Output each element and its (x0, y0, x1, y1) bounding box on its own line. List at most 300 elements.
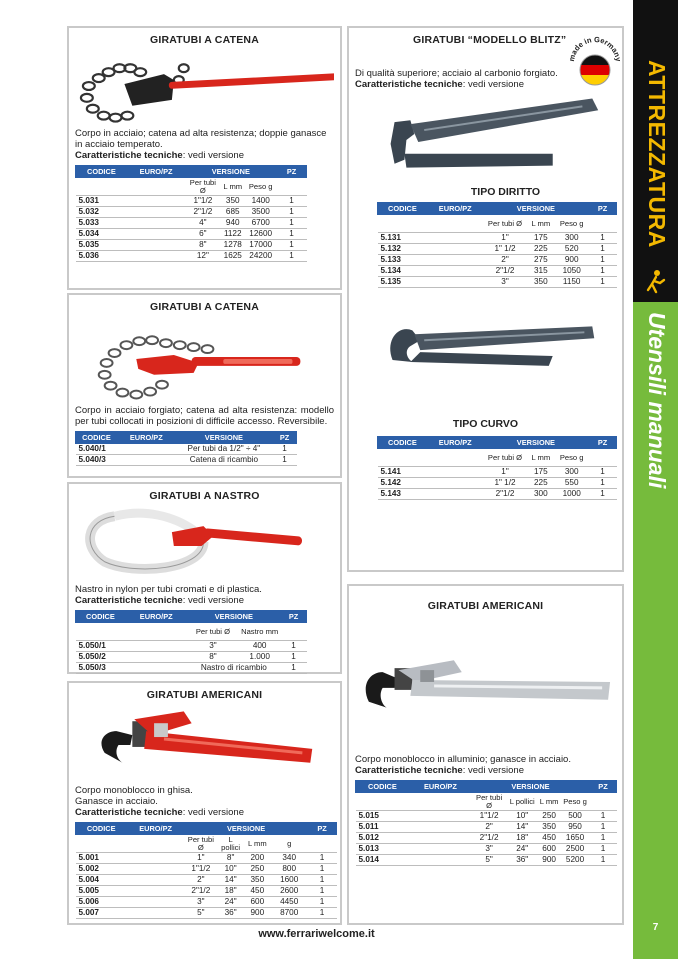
header-code: CODICE (76, 611, 126, 623)
cell-code: 5.131 (378, 233, 428, 244)
header-price: EURO/PZ (117, 432, 175, 444)
cell-value: 900 (555, 255, 589, 266)
cell-pz: 1 (308, 886, 337, 897)
cell-pz: 1 (590, 811, 617, 822)
table-row (378, 244, 617, 255)
badge-text: made in Germany (566, 34, 623, 63)
table-row (356, 844, 617, 855)
cell-value: 8700 (271, 908, 308, 919)
cell-value: 10" (507, 811, 538, 822)
header-version: VERSIONE (483, 203, 588, 215)
cell-value: 520 (555, 244, 589, 255)
table-row (76, 455, 297, 466)
header-code: CODICE (76, 823, 127, 835)
subheader-cell: Peso g (555, 449, 589, 467)
subheader-cell: L mm (244, 835, 271, 853)
section-strap-wrench (67, 482, 342, 674)
cell-value: 24200 (245, 251, 277, 262)
cell-price (127, 240, 185, 251)
header-pz: PZ (273, 432, 297, 444)
cell-value: 10" (217, 864, 244, 875)
cell-pz: 1 (589, 244, 617, 255)
cell-value: 2"1/2 (483, 266, 527, 277)
subheader-cell: L mm (527, 215, 555, 233)
cell-value: 300 (555, 467, 589, 478)
table-subheader (76, 835, 337, 853)
table-row (76, 229, 307, 240)
spec-label: Caratteristiche tecniche (75, 807, 183, 818)
table-header (378, 203, 617, 215)
cell-pz: 1 (277, 229, 307, 240)
section-description: Corpo in acciaio forgiato; catena ad alta resistenza: modello per tubi collocati in posizioni di difficile accesso. Reversibile. (75, 405, 334, 427)
chain-wrench-image (75, 46, 334, 124)
cell-pz: 1 (589, 277, 617, 288)
cell-code: 5.033 (76, 218, 128, 229)
cell-value: 450 (538, 833, 561, 844)
cell-value: Catena di ricambio (175, 455, 272, 466)
table-row (76, 218, 307, 229)
subheader-cell: Per tubi Ø (483, 215, 527, 233)
cell-value: 175 (527, 467, 555, 478)
header-price: EURO/PZ (125, 611, 187, 623)
cell-price (125, 641, 187, 652)
spec-table (75, 431, 297, 466)
header-price: EURO/PZ (427, 437, 483, 449)
header-version: VERSIONE (483, 437, 588, 449)
subheader-cell: Nastro mm (239, 623, 281, 641)
cell-price (117, 444, 175, 455)
spec-table (75, 822, 337, 919)
cell-price (127, 251, 185, 262)
subheader-cell: L mm (221, 178, 245, 196)
cell-value: 2" (483, 255, 527, 266)
cell-price (125, 652, 187, 663)
cell-price (127, 908, 185, 919)
cell-price (127, 196, 185, 207)
table-row (76, 196, 307, 207)
subheader-cell: Peso g (245, 178, 277, 196)
cell-pz: 1 (308, 897, 337, 908)
worker-icon (642, 268, 668, 294)
table-subheader (356, 793, 617, 811)
cell-value: 1"1/2 (184, 864, 217, 875)
description-text: Corpo in acciaio; catena ad alta resistenza; doppie ganasce in acciaio temperato. (75, 128, 327, 150)
cell-value: 1650 (561, 833, 590, 844)
cell-value: 8" (185, 240, 221, 251)
cell-code: 5.132 (378, 244, 428, 255)
table-row (378, 489, 617, 500)
cell-code: 5.006 (76, 897, 127, 908)
header-price: EURO/PZ (409, 781, 471, 793)
cell-value: 14" (217, 875, 244, 886)
section-description (75, 584, 334, 606)
cell-code: 5.050/2 (76, 652, 126, 663)
cell-code: 5.001 (76, 853, 127, 864)
spec-table (355, 780, 617, 866)
cell-code: 5.035 (76, 240, 128, 251)
cell-value: 1050 (555, 266, 589, 277)
cell-value: 4450 (271, 897, 308, 908)
cell-value: 350 (527, 277, 555, 288)
strap-wrench-image (75, 502, 334, 580)
table-row (76, 853, 337, 864)
cell-pz: 1 (277, 218, 307, 229)
cell-value: 800 (271, 864, 308, 875)
spec-label: Caratteristiche tecniche (355, 79, 463, 90)
cell-value: 340 (271, 853, 308, 864)
made-in-germany-badge (566, 34, 624, 92)
american-wrench-red-image (75, 701, 334, 781)
straight-type-title: TIPO DIRITTO (470, 186, 541, 198)
cell-pz: 1 (589, 467, 617, 478)
header-price: EURO/PZ (427, 203, 483, 215)
table-row (76, 652, 307, 663)
cell-value: 1600 (271, 875, 308, 886)
cell-code: 5.135 (378, 277, 428, 288)
cell-pz: 1 (308, 875, 337, 886)
section-title: GIRATUBI A CATENA (150, 301, 259, 313)
table-row (378, 478, 617, 489)
cell-value: 36" (507, 855, 538, 866)
table-header (356, 781, 617, 793)
description-text: Nastro in nylon per tubi cromati e di plastica. (75, 584, 262, 595)
cell-value: 350 (244, 875, 271, 886)
cell-code: 5.011 (356, 822, 410, 833)
spec-value: : vedi versione (182, 150, 244, 161)
table-row (76, 875, 337, 886)
section-description (75, 128, 334, 161)
cell-value: 450 (244, 886, 271, 897)
table-row (76, 663, 307, 674)
spec-table (75, 610, 307, 674)
header-price: EURO/PZ (127, 823, 185, 835)
subheader-cell: Per tubi Ø (185, 178, 221, 196)
header-code: CODICE (76, 166, 128, 178)
cell-value: 900 (244, 908, 271, 919)
subheader-cell: Per tubi Ø (483, 449, 527, 467)
table-row (378, 277, 617, 288)
cell-pz: 1 (273, 455, 297, 466)
cell-price (127, 886, 185, 897)
cell-pz: 1 (589, 255, 617, 266)
table-header (76, 166, 307, 178)
cell-value: 1" 1/2 (483, 244, 527, 255)
cell-value: 1400 (245, 196, 277, 207)
cell-code: 5.032 (76, 207, 128, 218)
table-row (378, 266, 617, 277)
cell-value: 1278 (221, 240, 245, 251)
cell-code: 5.133 (378, 255, 428, 266)
subheader-cell: Per tubi Ø (187, 623, 239, 641)
cell-code: 5.012 (356, 833, 410, 844)
subheader-cell: L pollici (507, 793, 538, 811)
cell-price (427, 255, 483, 266)
cell-code: 5.031 (76, 196, 128, 207)
cell-price (427, 489, 483, 500)
cell-price (427, 244, 483, 255)
spec-value: : vedi versione (462, 765, 524, 776)
cell-pz: 1 (589, 489, 617, 500)
cell-value: 1"1/2 (185, 196, 221, 207)
section-title: GIRATUBI “MODELLO BLITZ” (413, 34, 567, 46)
cell-value: 500 (561, 811, 590, 822)
table-row (76, 444, 297, 455)
cell-code: 5.014 (356, 855, 410, 866)
subheader-cell: L mm (538, 793, 561, 811)
cell-code: 5.004 (76, 875, 127, 886)
blitz-straight-wrench-image (355, 94, 616, 180)
cell-code: 5.050/1 (76, 641, 126, 652)
section-description (355, 754, 616, 776)
cell-price (409, 811, 471, 822)
cell-value: 17000 (245, 240, 277, 251)
cell-price (409, 844, 471, 855)
cell-version: Nastro di ricambio (187, 663, 280, 674)
cell-pz: 1 (589, 478, 617, 489)
cell-value: 8" (217, 853, 244, 864)
table-header (76, 432, 297, 444)
cell-value: 1"1/2 (471, 811, 506, 822)
table-header (76, 823, 337, 835)
cell-code: 5.040/1 (76, 444, 118, 455)
cell-value: 1" (483, 233, 527, 244)
cell-value: 950 (561, 822, 590, 833)
cell-value: 2"1/2 (184, 886, 217, 897)
section-title: GIRATUBI A CATENA (150, 34, 259, 46)
subheader-cell: L pollici (217, 835, 244, 853)
subheader-cell: L mm (527, 449, 555, 467)
section-title: GIRATUBI A NASTRO (149, 490, 260, 502)
american-wrench-aluminium-image (355, 620, 616, 740)
header-pz: PZ (589, 437, 617, 449)
description-text: Di qualità superiore; acciaio al carbonio forgiato. (355, 68, 558, 79)
header-price: EURO/PZ (127, 166, 185, 178)
cell-code: 5.142 (378, 478, 428, 489)
subheader-cell: Peso g (561, 793, 590, 811)
cell-pz: 1 (590, 822, 617, 833)
header-version: VERSIONE (184, 823, 307, 835)
blitz-curved-wrench-image (355, 300, 616, 418)
header-version: VERSIONE (471, 781, 589, 793)
cell-value: 24" (217, 897, 244, 908)
sidebar-subcategory: Utensili manuali (644, 312, 670, 489)
cell-pz: 1 (308, 853, 337, 864)
cell-value: 300 (527, 489, 555, 500)
cell-value: 225 (527, 478, 555, 489)
section-title: GIRATUBI AMERICANI (427, 600, 544, 612)
cell-price (127, 864, 185, 875)
chain-wrench-forged-image (75, 313, 334, 401)
cell-pz: 1 (589, 266, 617, 277)
cell-value: 1" (184, 853, 217, 864)
cell-pz: 1 (308, 908, 337, 919)
cell-price (117, 455, 175, 466)
cell-value: 350 (221, 196, 245, 207)
cell-price (427, 277, 483, 288)
cell-price (127, 218, 185, 229)
cell-code: 5.005 (76, 886, 127, 897)
table-row (76, 908, 337, 919)
spec-label: Caratteristiche tecniche (75, 150, 183, 161)
cell-value: 315 (527, 266, 555, 277)
cell-value: 36" (217, 908, 244, 919)
cell-value: 3" (184, 897, 217, 908)
header-pz: PZ (590, 781, 617, 793)
category-sidebar (633, 0, 678, 959)
cell-pz: 1 (281, 652, 307, 663)
page-number: 7 (652, 922, 659, 933)
cell-value: 12" (185, 251, 221, 262)
cell-value: 24" (507, 844, 538, 855)
cell-value: 400 (239, 641, 281, 652)
section-chain-wrench-2 (67, 293, 342, 478)
section-chain-wrench-1 (67, 26, 342, 290)
spec-value: : vedi versione (182, 595, 244, 606)
cell-price (427, 467, 483, 478)
cell-value: 2" (471, 822, 506, 833)
cell-value: 1625 (221, 251, 245, 262)
cell-value: 685 (221, 207, 245, 218)
table-row (378, 233, 617, 244)
table-row (76, 897, 337, 908)
cell-value: 1" (483, 467, 527, 478)
header-version: VERSIONE (175, 432, 272, 444)
cell-pz: 1 (590, 833, 617, 844)
cell-value: Per tubi da 1/2" ÷ 4" (175, 444, 272, 455)
cell-pz: 1 (277, 207, 307, 218)
cell-value: 12600 (245, 229, 277, 240)
header-pz: PZ (308, 823, 337, 835)
header-pz: PZ (281, 611, 307, 623)
table-subheader (76, 623, 307, 641)
cell-price (409, 822, 471, 833)
cell-value: 550 (555, 478, 589, 489)
cell-pz: 1 (281, 641, 307, 652)
cell-pz: 1 (281, 663, 307, 674)
cell-value: 200 (244, 853, 271, 864)
cell-code: 5.002 (76, 864, 127, 875)
cell-value: 3500 (245, 207, 277, 218)
header-code: CODICE (76, 432, 118, 444)
footer-url[interactable]: www.ferrariwelcome.it (258, 928, 375, 940)
cell-code: 5.007 (76, 908, 127, 919)
cell-value: 250 (244, 864, 271, 875)
cell-price (127, 229, 185, 240)
cell-code: 5.015 (356, 811, 410, 822)
cell-value: 275 (527, 255, 555, 266)
cell-code: 5.134 (378, 266, 428, 277)
table-row (356, 855, 617, 866)
cell-value: 5" (184, 908, 217, 919)
curved-type-title: TIPO CURVO (452, 418, 519, 430)
description-line-1: Corpo monoblocco in ghisa. (75, 785, 193, 796)
cell-value: 350 (538, 822, 561, 833)
cell-value: 2"1/2 (185, 207, 221, 218)
subheader-cell: Per tubi Ø (184, 835, 217, 853)
header-version: VERSIONE (185, 166, 277, 178)
header-version: VERSIONE (187, 611, 280, 623)
cell-value: 1.000 (239, 652, 281, 663)
description-line-2: Ganasce in acciaio. (75, 796, 158, 807)
cell-value: 5" (471, 855, 506, 866)
cell-value: 900 (538, 855, 561, 866)
spec-table (75, 165, 307, 262)
cell-value: 225 (527, 244, 555, 255)
cell-value: 3" (483, 277, 527, 288)
cell-pz: 1 (277, 251, 307, 262)
cell-value: 2" (184, 875, 217, 886)
cell-value: 2600 (271, 886, 308, 897)
cell-code: 5.040/3 (76, 455, 118, 466)
cell-value: 8" (187, 652, 239, 663)
spec-table-straight (377, 202, 617, 288)
cell-value: 3" (187, 641, 239, 652)
cell-value: 2500 (561, 844, 590, 855)
cell-pz: 1 (590, 855, 617, 866)
section-description (75, 785, 334, 818)
cell-value: 18" (507, 833, 538, 844)
cell-code: 5.013 (356, 844, 410, 855)
table-row (76, 251, 307, 262)
cell-value: 940 (221, 218, 245, 229)
table-row (378, 467, 617, 478)
cell-price (125, 663, 187, 674)
cell-pz: 1 (277, 196, 307, 207)
spec-label: Caratteristiche tecniche (75, 595, 183, 606)
cell-code: 5.050/3 (76, 663, 126, 674)
section-blitz-wrench (347, 26, 624, 572)
cell-pz: 1 (589, 233, 617, 244)
cell-value: 600 (244, 897, 271, 908)
cell-code: 5.141 (378, 467, 428, 478)
spec-value: : vedi versione (462, 79, 524, 90)
cell-value: 600 (538, 844, 561, 855)
spec-table-curved (377, 436, 617, 500)
cell-value: 2"1/2 (483, 489, 527, 500)
table-row (76, 641, 307, 652)
cell-code: 5.034 (76, 229, 128, 240)
header-pz: PZ (277, 166, 307, 178)
sidebar-category: ATTREZZATURA (644, 60, 670, 248)
table-subheader (378, 215, 617, 233)
cell-value: 175 (527, 233, 555, 244)
header-pz: PZ (589, 203, 617, 215)
table-row (76, 207, 307, 218)
table-row (378, 255, 617, 266)
description-text: Corpo monoblocco in alluminio; ganasce in acciaio. (355, 754, 571, 765)
header-code: CODICE (378, 437, 428, 449)
table-row (356, 811, 617, 822)
table-row (76, 240, 307, 251)
cell-pz: 1 (590, 844, 617, 855)
cell-value: 6700 (245, 218, 277, 229)
cell-value: 6" (185, 229, 221, 240)
subheader-cell: Peso g (555, 215, 589, 233)
cell-price (427, 266, 483, 277)
header-code: CODICE (378, 203, 428, 215)
cell-value: 18" (217, 886, 244, 897)
table-header (378, 437, 617, 449)
cell-value: 1000 (555, 489, 589, 500)
cell-price (409, 855, 471, 866)
section-american-wrench-alu (347, 584, 624, 925)
cell-price (409, 833, 471, 844)
cell-value: 3" (471, 844, 506, 855)
section-title: GIRATUBI AMERICANI (146, 689, 263, 701)
table-subheader (378, 449, 617, 467)
cell-value: 5200 (561, 855, 590, 866)
cell-value: 2"1/2 (471, 833, 506, 844)
